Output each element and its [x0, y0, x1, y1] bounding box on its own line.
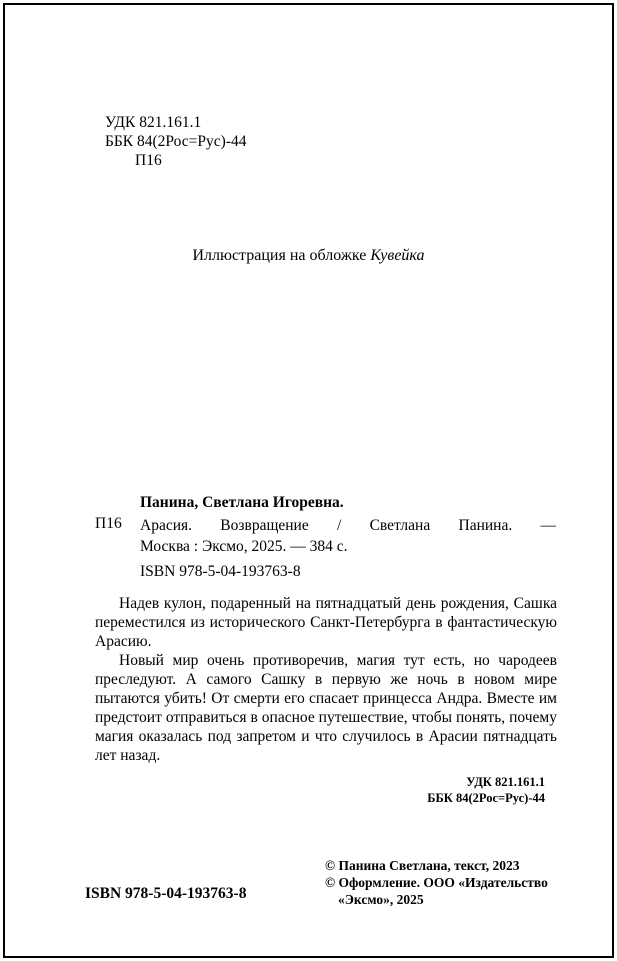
catalog-entry-line1: Арасия. Возвращение / Светлана Панина. — [140, 517, 556, 534]
catalog-author-sign: П16 [95, 515, 122, 532]
udk-number: УДК 821.161.1 [105, 114, 202, 131]
illustrator-name: Кувейка [370, 247, 425, 264]
annotation-paragraph-1: Надев кулон, подаренный на пятнадцатый день рождения, Сашка переместился из исторического Санкт-Петербурга в фантастическую Арасию. [95, 595, 557, 650]
author-sign-code: П16 [135, 152, 162, 169]
illustration-credit-text: Иллюстрация на обложке [192, 247, 367, 264]
classification-block-right [427, 774, 545, 806]
copyright-block [325, 857, 557, 908]
bbk-number-right: ББК 84(2Рос=Рус)-44 [427, 791, 545, 805]
catalog-entry [140, 515, 556, 557]
illustration-credit [0, 247, 617, 265]
annotation-paragraph-2: Новый мир очень противоречив, магия тут есть, но чародеев преследуют. А самого Сашку в первую же ночь в новом мире пытаются убить! От смерти его спасает принцесса Андра. Вместе им предстоит отправиться в опасное путешествие, чтобы понять, почему магия оказалась под запретом и что случилось в Арасии пятнадцать лет назад. [95, 652, 557, 764]
bbk-number: ББК 84(2Рос=Рус)-44 [105, 133, 247, 150]
catalog-entry-line2: Москва : Эксмо, 2025. — 384 с. [140, 538, 348, 555]
page-border-frame [3, 3, 614, 958]
classification-block [105, 113, 247, 170]
isbn-bottom: ISBN 978-5-04-193763-8 [85, 885, 247, 902]
udk-number-right: УДК 821.161.1 [466, 775, 545, 789]
copyright-text-line: © Панина Светлана, текст, 2023 [325, 858, 520, 873]
isbn-top: ISBN 978-5-04-193763-8 [140, 563, 301, 580]
copyright-design-line: © Оформление. ООО «Издательство «Эксмо», 2025 [325, 875, 548, 907]
catalog-author-heading: Панина, Светлана Игоревна. [140, 494, 344, 511]
annotation-block [95, 594, 557, 765]
